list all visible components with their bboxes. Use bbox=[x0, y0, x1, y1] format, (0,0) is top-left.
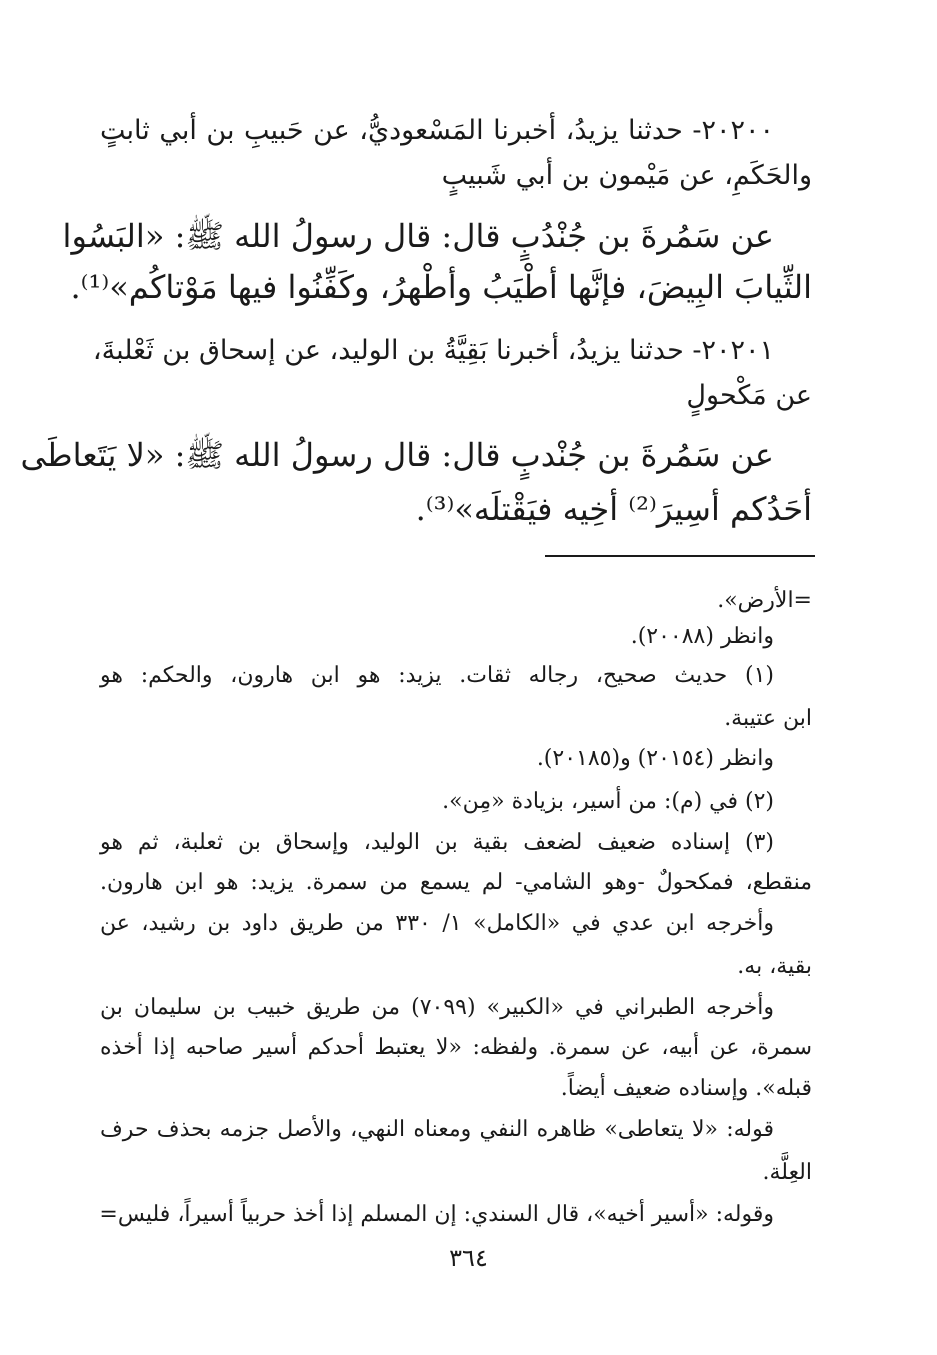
footnote-3-line-10: وقوله: «أسير أخيه»، قال السندي: إن المسلم إذا أخذ حربياً أسيراً، فليس= bbox=[99, 1202, 774, 1227]
footnote-2: (٢) في (م): من أسير، بزيادة «مِن». bbox=[442, 789, 774, 814]
footnote-3-line-8: قوله: «لا يتعاطى» ظاهره النفي ومعناه النهي، والأصل جزمه بحذف حرف bbox=[100, 1117, 774, 1142]
hadith-20201-chain-line-2: عن مَكْحولٍ bbox=[686, 380, 812, 411]
hadith-20201-chain-line-1: ٢٠٢٠١- حدثنا يزيدُ، أخبرنا بَقِيَّةُ بن الوليد، عن إسحاق بن ثَعْلبةَ، bbox=[92, 335, 774, 366]
footnote-3-line-1: (٣) إسناده ضعيف لضعف بقية بن الوليد، وإسحاق بن ثعلبة، ثم هو bbox=[100, 830, 774, 855]
footnote-3-line-4: بقية، به. bbox=[737, 954, 812, 979]
hadith-20200-text-line-2: الثِّيابَ البِيضَ، فإنَّها أطْيَبُ وأطْهرُ، وكَفِّنُوا فيها مَوْتاكُم»⁽¹⁾. bbox=[70, 268, 812, 306]
hadith-20200-chain-line-1: ٢٠٢٠٠- حدثنا يزيدُ، أخبرنا المَسْعوديُّ، عن حَبيبِ بن أبي ثابتٍ bbox=[100, 115, 774, 146]
footnote-3-line-7: قبله». وإسناده ضعيف أيضاً. bbox=[560, 1076, 812, 1101]
hadith-20201-text-line-1: عن سَمُرةَ بن جُنْدبٍ قال: قال رسولُ الله ﷺ: «لا يَتَعاطَى bbox=[20, 436, 774, 474]
footnote-1-line-2: ابن عتيبة. bbox=[724, 706, 812, 731]
footnote-3-line-5: وأخرجه الطبراني في «الكبير» (٧٠٩٩) من طريق خبيب بن سليمان بن bbox=[100, 995, 774, 1020]
footnote-3-line-9: العِلَّة. bbox=[762, 1160, 812, 1185]
footnote-3-line-3: وأخرجه ابن عدي في «الكامل» ١/ ٣٣٠ من طريق داود بن رشيد، عن bbox=[100, 911, 775, 936]
hadith-20201-text-line-2: أحَدُكم أسِيرَ⁽²⁾ أخِيه فيَقْتلَه»⁽³⁾. bbox=[415, 490, 812, 528]
footnote-continuation: =الأرض». bbox=[717, 588, 812, 613]
footnote-1-line-3: وانظر (٢٠١٥٤) و(٢٠١٨٥). bbox=[536, 746, 774, 771]
footnote-line: وانظر (٢٠٠٨٨). bbox=[630, 624, 774, 649]
footnote-3-line-6: سمرة، عن أبيه، عن سمرة. ولفظه: «لا يعتبط أحدكم أسير صاحبه إذا أخذه bbox=[100, 1035, 812, 1060]
footnote-1-line-1: (١) حديث صحيح، رجاله ثقات. يزيد: هو ابن هارون، والحكم: هو bbox=[100, 663, 774, 688]
hadith-20200-text-line-1: عن سَمُرةَ بن جُنْدُبٍ قال: قال رسولُ الله ﷺ: «البَسُوا bbox=[62, 217, 774, 255]
footnote-separator bbox=[545, 555, 815, 557]
page-number: ٣٦٤ bbox=[449, 1244, 488, 1272]
hadith-20200-chain-line-2: والحَكَمِ، عن مَيْمون بن أبي شَبيبٍ bbox=[441, 160, 812, 191]
footnote-3-line-2: منقطع، فمكحولٌ -وهو الشامي- لم يسمع من سمرة. يزيد: هو ابن هارون. bbox=[100, 870, 812, 895]
